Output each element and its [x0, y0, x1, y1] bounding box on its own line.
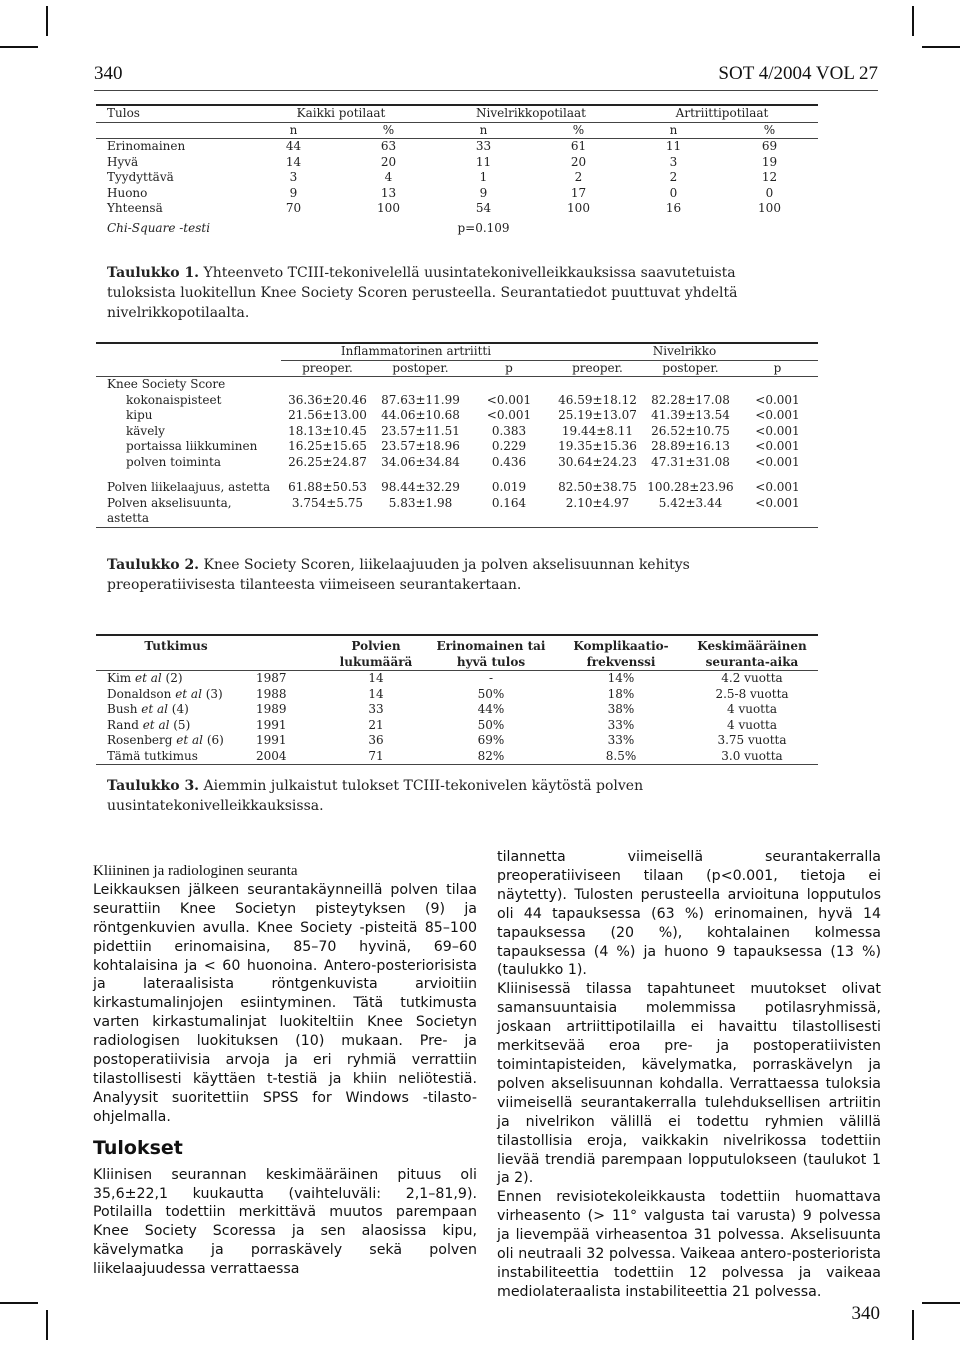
section-heading: Tulokset	[93, 1136, 183, 1159]
table-cell: 25.19±13.07	[558, 408, 637, 422]
col-header: p	[737, 360, 818, 377]
table-cell: 30.64±24.23	[558, 454, 637, 469]
col-header-knees: Polvien	[351, 639, 401, 653]
table-cell: 100	[758, 201, 781, 215]
table-cell: 28.89±16.13	[651, 439, 730, 453]
table-cell: 11	[665, 139, 682, 153]
table-cell: 36.36±20.46	[288, 392, 367, 407]
table-row	[96, 671, 818, 687]
table-cell: 61.88±50.53	[288, 480, 367, 494]
table-cell: 16	[665, 201, 682, 215]
table-cell: 0.164	[491, 495, 527, 510]
table-1-caption	[107, 263, 757, 323]
table-cell: 46.59±18.12	[558, 392, 637, 407]
table-cell: 2	[574, 170, 583, 184]
paragraph: Kliinisen seurannan keskimääräinen pituus oli 35,6±22,1 kuukautta (vaihteluväli: 2,1–81,9). Potilailla todettiin merkittävä muutos parempaan Knee Society Scoressa ja sen alaosissa kipu, kävelymatka ja porraskävely sekä polven liikelaajuudessa verrattaessa	[93, 1166, 477, 1278]
sub-header: n	[626, 122, 721, 139]
table-cell: 21.56±13.00	[288, 408, 367, 422]
study-year: 1988	[256, 686, 287, 701]
table-cell: 16.25±15.65	[288, 439, 367, 453]
study-author: Rand	[107, 717, 143, 732]
table-cell: 0	[669, 185, 678, 200]
study-year: 1989	[256, 702, 287, 716]
caption-label: Taulukko 3.	[107, 778, 200, 794]
table-row	[96, 424, 818, 440]
crop-mark-top-right-v	[912, 6, 914, 36]
table-cell: 3.754±5.75	[291, 495, 364, 510]
table-cell: 70	[285, 201, 302, 215]
study-etal: et al	[176, 733, 203, 747]
col-header-complications: Komplikaatio-	[573, 639, 669, 653]
crop-mark-top-left-v	[46, 6, 48, 36]
table-cell: 5.42±3.44	[658, 495, 723, 510]
col-header-study: Tutkimus	[144, 639, 208, 653]
table-cell: 19.35±15.36	[558, 439, 637, 453]
sub-header: %	[721, 122, 818, 139]
followup-time: 4.2 vuotta	[721, 671, 783, 685]
table-cell: 44.06±10.68	[381, 408, 460, 422]
table-cell: 18.13±10.45	[288, 423, 367, 438]
study-etal: et al	[142, 717, 170, 732]
row-label: portaissa liikkuminen	[126, 439, 258, 453]
crop-mark-top-left-h	[0, 46, 38, 48]
table-cell: 26.52±10.75	[651, 423, 730, 438]
table-cell: 0.019	[491, 480, 527, 494]
table-cell: 87.63±11.99	[381, 392, 460, 407]
table-cell: 19	[761, 154, 778, 169]
followup-time: 4 vuotta	[727, 702, 777, 716]
table-row	[96, 718, 818, 734]
study-ref: (4)	[167, 702, 189, 716]
table-cell: 0.436	[491, 454, 527, 469]
followup-time: 2.5-8 vuotta	[715, 686, 789, 701]
table-cell: 5.83±1.98	[388, 495, 453, 510]
study-author: Donaldson	[107, 686, 176, 701]
complication-rate: 8.5%	[556, 749, 686, 765]
knee-count: 36	[368, 733, 384, 747]
table-row	[96, 455, 818, 471]
excellent-rate: 44%	[477, 702, 505, 716]
table-row	[96, 749, 818, 765]
study-etal: et al	[141, 702, 168, 716]
knee-count: 14	[368, 671, 384, 685]
crop-mark-bottom-left-h	[0, 1302, 38, 1304]
table-cell: 3	[289, 170, 298, 184]
study-cell	[96, 733, 256, 749]
table-3	[96, 634, 818, 765]
table-cell: 69	[761, 139, 778, 153]
row-label: kokonaispisteet	[126, 392, 222, 407]
row-label: Huono	[107, 185, 148, 200]
table-cell: <0.001	[755, 480, 800, 494]
table-cell: 13	[380, 185, 397, 200]
table-1	[96, 104, 818, 236]
row-label: astetta	[96, 511, 281, 527]
table-row	[96, 511, 818, 527]
sub-header: n	[246, 122, 341, 139]
table-cell: 23.57±18.96	[381, 439, 460, 453]
table-cell: 41.39±13.54	[651, 408, 730, 422]
table-row	[96, 439, 818, 455]
table-cell: 12	[761, 170, 778, 184]
table-cell: 0	[765, 185, 774, 200]
followup-time: 3.75 vuotta	[717, 733, 787, 747]
table-row	[96, 201, 818, 217]
table-row	[96, 170, 818, 186]
table-cell: 63	[380, 139, 397, 153]
table-cell: 82.28±17.08	[651, 392, 730, 407]
study-ref: (3)	[201, 686, 223, 701]
table-row	[96, 186, 818, 202]
complication-rate: 33%	[607, 733, 635, 747]
right-column	[497, 848, 881, 1302]
table-cell: 44	[285, 139, 302, 153]
table-cell: 23.57±11.51	[381, 423, 460, 438]
complication-rate: 18%	[607, 686, 635, 701]
complication-rate: 38%	[607, 702, 635, 716]
study-cell	[96, 749, 256, 765]
sub-header: %	[531, 122, 626, 139]
col-header: postoper.	[374, 360, 467, 377]
table-cell: 26.25±24.87	[288, 454, 367, 469]
col-header-oa: Nivelrikkopotilaat	[436, 106, 626, 122]
table-3-caption	[107, 776, 757, 816]
row-label: polven toiminta	[126, 454, 221, 469]
table-cell: 54	[475, 201, 492, 215]
table-2	[96, 342, 818, 528]
followup-time: 4 vuotta	[727, 717, 777, 732]
col-header-tulos: Tulos	[96, 106, 246, 122]
complication-rate: 14%	[607, 671, 635, 685]
table-cell: 100	[377, 201, 400, 215]
col-header-ra: Artriittipotilaat	[626, 106, 818, 122]
sub-header: %	[341, 122, 436, 139]
col-header: preoper.	[281, 360, 374, 377]
study-year: 1991	[256, 733, 287, 747]
table-cell: 34.06±34.84	[381, 454, 460, 469]
page-number-header: 340	[94, 63, 123, 84]
table-cell: 17	[570, 185, 587, 200]
col-header-all: Kaikki potilaat	[246, 106, 436, 122]
study-ref: (2)	[161, 671, 183, 685]
sub-header: n	[436, 122, 531, 139]
table-cell: 9	[479, 185, 488, 200]
col-header-knees-2: lukumäärä	[326, 655, 426, 671]
row-label: Tyydyttävä	[107, 170, 174, 184]
study-year: 2004	[256, 749, 326, 765]
study-cell	[96, 687, 256, 703]
table-cell: 61	[570, 139, 587, 153]
table-row	[96, 480, 818, 496]
table-cell: <0.001	[755, 495, 800, 510]
table-row	[96, 408, 818, 424]
study-cell	[96, 671, 256, 687]
excellent-rate: 82%	[426, 749, 556, 765]
table-cell: 33	[475, 139, 492, 153]
study-year: 1987	[256, 671, 287, 685]
study-cell	[96, 718, 256, 734]
group-header-oa: Nivelrikko	[551, 344, 818, 360]
table-cell: 2	[669, 170, 678, 184]
table-cell: 20	[570, 154, 587, 169]
caption-text: Yhteenveto TCIII-tekonivelellä uusintatekonivelleikkauksissa saavutetuista tuloksista luokitellun Knee Society Scoren perusteella. Seurantatiedot puuttuvat yhdeltä nivelrikkopotilaalta.	[107, 265, 738, 321]
table-cell: 100	[567, 201, 590, 215]
table-cell: 11	[475, 154, 492, 169]
paragraph: tilannetta viimeisellä seurantakerralla preoperatiiviseen tilaan (p<0.001, tietoja ei näytetty). Tulosten perusteella arvioituna lopputulos oli 44 tapauksessa (63 %) erinomainen, hyvä 14 tapauksessa (20 %), kohtalainen kolmessa tapauksessa (4 %) ja huono 9 tapauksessa (13 %) (taulukko 1).	[497, 849, 881, 979]
col-header: p	[467, 360, 551, 377]
table-row	[96, 393, 818, 409]
table-cell: 2.10±4.97	[565, 495, 630, 510]
knee-count: 33	[368, 702, 384, 716]
study-author: Tämä tutkimus	[107, 748, 198, 763]
header-rule	[94, 90, 878, 91]
col-header: preoper.	[551, 360, 644, 377]
study-cell	[96, 702, 256, 718]
crop-mark-bottom-left-v	[46, 1310, 48, 1340]
row-label: Erinomainen	[107, 139, 186, 153]
table-cell: <0.001	[755, 392, 800, 407]
table-cell: 9	[289, 185, 298, 200]
study-author: Kim	[107, 671, 135, 685]
followup-time: 3.0 vuotta	[686, 749, 818, 765]
table-cell: 47.31±31.08	[651, 454, 730, 469]
table-cell: <0.001	[755, 423, 800, 438]
row-label: Hyvä	[107, 154, 139, 169]
caption-text: Aiemmin julkaistut tulokset TCIII-tekonivelen käytöstä polven uusintatekonivelleikkauksissa.	[107, 778, 644, 814]
caption-text: Knee Society Scoren, liikelaajuuden ja polven akselisuunnan kehitys preoperatiivisesta tilanteesta viimeiseen seurantakertaan.	[107, 557, 690, 593]
col-header-followup: Keskimääräinen	[697, 639, 807, 653]
study-etal: et al	[175, 686, 202, 701]
journal-issue: SOT 4/2004 VOL 27	[718, 63, 878, 84]
section-label: Knee Society Score	[107, 377, 226, 391]
col-header-followup-2: seuranta-aika	[686, 655, 818, 671]
table-cell: 4	[384, 170, 393, 184]
excellent-rate: -	[488, 671, 494, 685]
study-ref: (5)	[169, 717, 191, 732]
row-label: Yhteensä	[107, 201, 163, 215]
row-label: Polven akselisuunta,	[107, 495, 232, 510]
table-cell: 19.44±8.11	[561, 423, 634, 438]
col-header-excellent: Erinomainen tai	[436, 639, 546, 653]
left-column	[93, 862, 477, 1279]
crop-mark-top-right-h	[922, 46, 960, 48]
paragraph: Leikkauksen jälkeen seurantakäynneillä polven tilaa seurattiin Knee Societyn pisteytyksen (9) ja röntgenkuvien avulla. Knee Society -pisteitä 85–100 pidettiin erinomaisina, 85–70 hyvinä, 69–60 kohtalaisina ja < 60 huonoina. Antero-posteriorisista ja lateraalisista röntgenkuvista arvioitiin kirkastumalinjojen esiintyminen. Tätä tutkimusta varten kirkastumalinjat luokiteltiin Knee Societyn radiologisen luokituksen (10) mukaan. Pre- ja postoperatiivisia arvoja ja eri ryhmiä verrattiin tilastollisesti käyttäen t-testiä ja khiin neliötestiä. Analyysit suoritettiin SPSS for Windows -tilasto-ohjelmalla.	[93, 881, 477, 1125]
page-number-footer: 340	[851, 1303, 880, 1324]
table-cell: <0.001	[755, 454, 800, 469]
table-2-caption	[107, 555, 757, 595]
study-author: Rosenberg	[107, 733, 177, 747]
row-label: kipu	[126, 408, 153, 422]
study-etal: et al	[135, 671, 162, 685]
group-header-ra: Inflammatorinen artriitti	[281, 344, 551, 360]
table-row	[96, 687, 818, 703]
subsection-heading: Kliininen ja radiologinen seuranta	[93, 863, 298, 879]
test-label: Chi-Square -testi	[107, 220, 211, 235]
table-cell: 0.229	[491, 439, 527, 453]
study-author: Bush	[107, 702, 142, 716]
excellent-rate: 69%	[477, 733, 505, 747]
table-cell: 100.28±23.96	[647, 480, 734, 494]
p-value: p=0.109	[457, 220, 510, 235]
crop-mark-bottom-right-h	[922, 1302, 960, 1304]
paragraph: Kliinisessä tilassa tapahtuneet muutokset olivat samansuuntaisia molemmissa potilasryhmissä, joskaan artriittipotilailla ei havaittu tilastollisesti merkitsevää eroa pre- ja postoperatiivisten toimintapisteiden, kävelymatka, porraskävelyn ja polven akselisuunnan kohdalla. Verrattaessa tuloksia viimeisellä seurantakerralla tulehduksellisen artriitin ja nivelrikon välillä ei todettu ryhmien välillä tilastollisia eroja, vaikkakin nivelrikossa todettiin lievää trendiä parempaan lopputulokseen (taulukot 1 ja 2).	[497, 981, 881, 1187]
table-row	[96, 702, 818, 718]
complication-rate: 33%	[607, 717, 635, 732]
col-header-complications-2: frekvenssi	[556, 655, 686, 671]
col-header: postoper.	[644, 360, 737, 377]
caption-label: Taulukko 1.	[107, 265, 200, 281]
row-label: kävely	[126, 423, 165, 438]
table-row	[96, 733, 818, 749]
knee-count: 21	[368, 717, 384, 732]
excellent-rate: 50%	[477, 717, 505, 732]
row-label: Polven liikelaajuus, astetta	[107, 480, 271, 494]
table-cell: <0.001	[486, 392, 532, 407]
table-row	[96, 139, 818, 155]
table-cell: 0.383	[491, 423, 527, 438]
caption-label: Taulukko 2.	[107, 557, 200, 573]
table-row	[96, 496, 818, 512]
study-ref: (6)	[203, 733, 224, 747]
table-cell: 20	[380, 154, 397, 169]
table-cell: 1	[479, 170, 488, 184]
table-cell: 82.50±38.75	[558, 480, 637, 494]
knee-count: 71	[326, 749, 426, 765]
study-year: 1991	[256, 717, 287, 732]
table-cell: <0.001	[755, 439, 800, 453]
table-cell: <0.001	[486, 408, 532, 422]
excellent-rate: 50%	[477, 686, 505, 701]
table-cell: 14	[285, 154, 302, 169]
knee-count: 14	[368, 686, 384, 701]
table-cell: 98.44±32.29	[381, 480, 460, 494]
table-cell: 3	[669, 154, 678, 169]
paragraph: Ennen revisiotekoleikkausta todettiin huomattava virheasento (> 11° valgusta tai varusta) 9 polvessa ja lievempää virheasentoa 31 polvessa. Akselisuunta oli neutraali 32 polvessa. Vaikeaa antero-posteriorista instabiliteettia todettiin 12 polvessa ja vaikeaa mediolateraalista instabiliteettia 21 polvessa.	[497, 1189, 881, 1300]
table-cell: <0.001	[755, 408, 800, 422]
table-row	[96, 155, 818, 171]
col-header-excellent-2: hyvä tulos	[426, 655, 556, 671]
crop-mark-bottom-right-v	[912, 1310, 914, 1340]
